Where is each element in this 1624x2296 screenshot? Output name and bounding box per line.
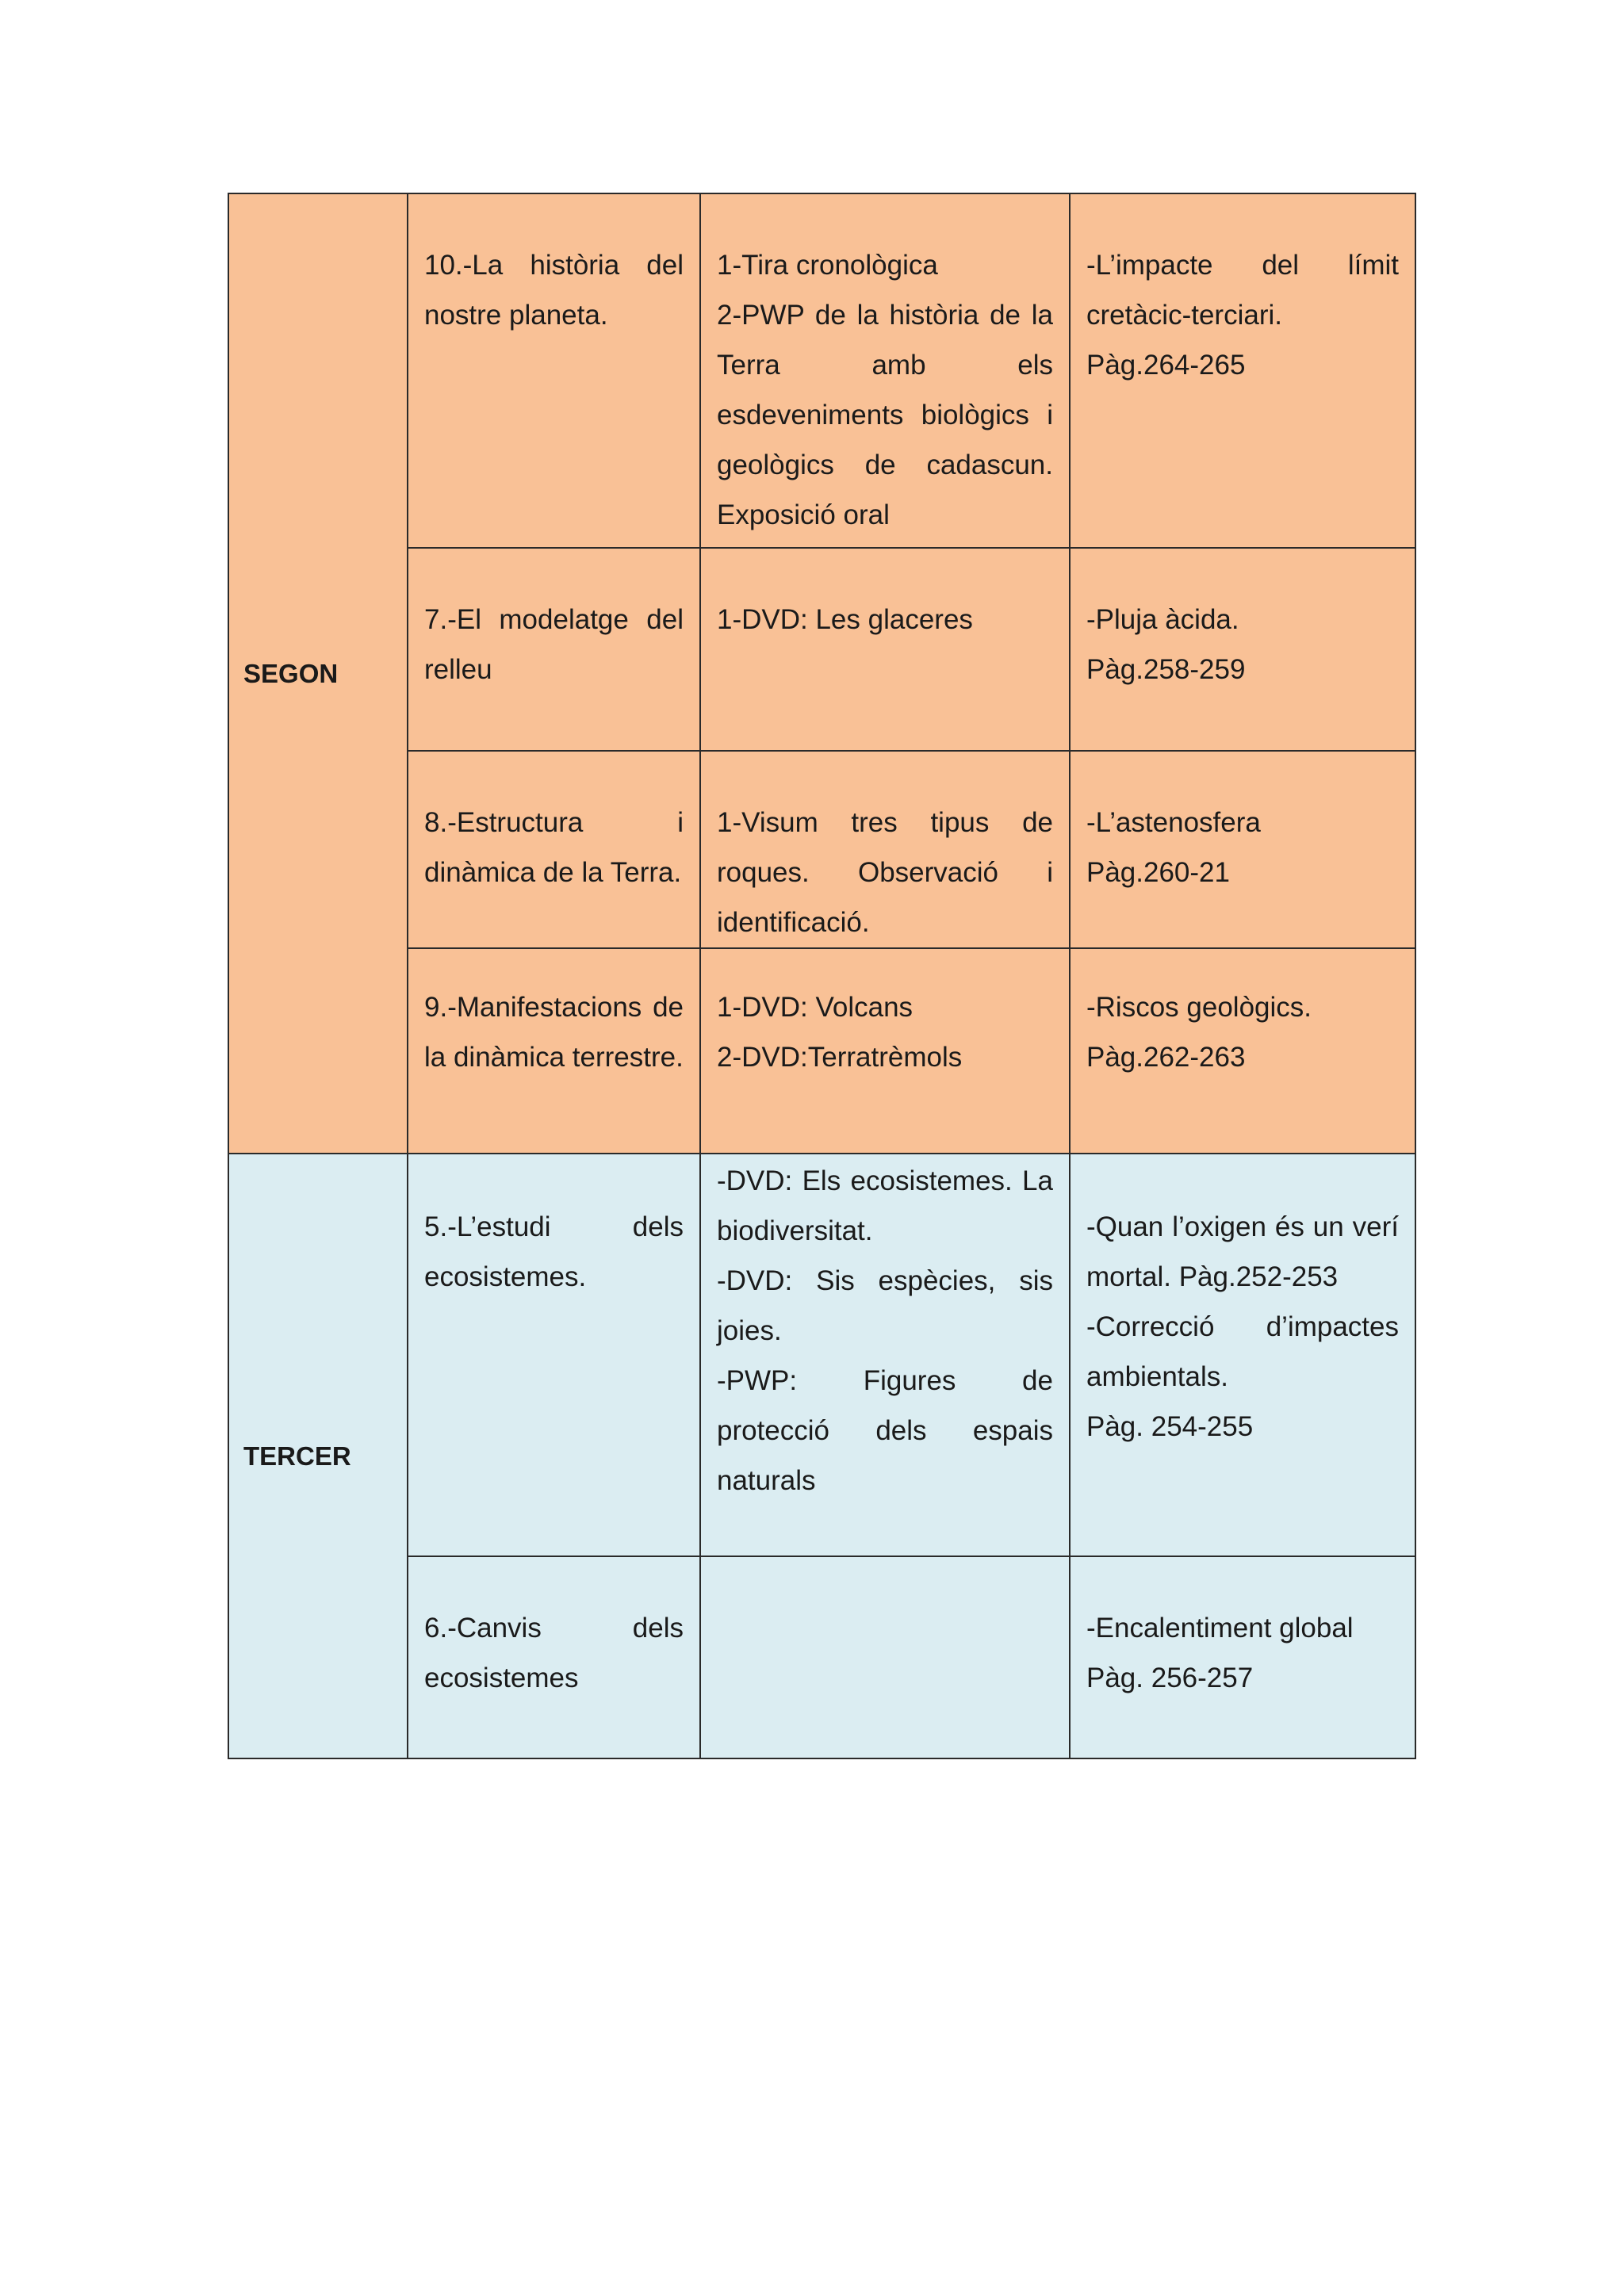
reading-cell xyxy=(1070,1556,1415,1758)
unit-cell: 5.-L’estudi dels ecosistemes. xyxy=(408,1154,700,1556)
reading-text: -Pluja àcida. xyxy=(1086,604,1239,635)
reading-text: Pàg.264-265 xyxy=(1086,350,1246,381)
activities-cell xyxy=(700,548,1070,751)
reading-cell xyxy=(1070,751,1415,948)
reading-cell xyxy=(1070,193,1415,548)
unit-cell: 8.-Estructura i dinàmica de la Terra. xyxy=(408,751,700,948)
activities-cell xyxy=(700,1154,1070,1556)
activities-cell xyxy=(700,751,1070,948)
activity-text: -DVD: Els ecosistemes. La biodiversitat. xyxy=(717,1165,1053,1246)
term-label: TERCER xyxy=(228,1154,408,1758)
reading-text: -Correcció d’impactes ambientals. xyxy=(1086,1311,1399,1392)
reading-cell xyxy=(1070,1154,1415,1556)
reading-text: -L’impacte del límit cretàcic-terciari. xyxy=(1086,250,1399,331)
table-row xyxy=(228,193,1415,548)
unit-cell: 6.-Canvis dels ecosistemes xyxy=(408,1556,700,1758)
reading-text: Pàg. 256-257 xyxy=(1086,1663,1254,1693)
reading-text: -Quan l’oxigen és un verí mortal. Pàg.252-253 xyxy=(1086,1211,1399,1292)
reading-text: Pàg.262-263 xyxy=(1086,1042,1246,1073)
activity-text: 1-Visum tres tipus de roques. Observació i identificació. xyxy=(717,807,1053,938)
reading-cell xyxy=(1070,548,1415,751)
activities-cell xyxy=(700,193,1070,548)
activity-text: 1-DVD: Volcans xyxy=(717,992,914,1023)
curriculum-table xyxy=(228,193,1416,1759)
activity-text: 1-DVD: Les glaceres xyxy=(717,604,973,635)
reading-text: Pàg. 254-255 xyxy=(1086,1411,1254,1442)
activity-text: 1-Tira cronològica xyxy=(717,250,938,281)
activity-text: 2-PWP de la història de la Terra amb els esdeveniments biològics i geològics de cadascun. Exposició oral xyxy=(717,300,1053,530)
reading-cell xyxy=(1070,948,1415,1154)
unit-cell: 9.-Manifestacions de la dinàmica terrestre. xyxy=(408,948,700,1154)
term-label: SEGON xyxy=(228,193,408,1154)
unit-cell: 7.-El modelatge del relleu xyxy=(408,548,700,751)
activities-cell xyxy=(700,1556,1070,1758)
reading-text: Pàg.260-21 xyxy=(1086,857,1230,888)
table-row xyxy=(228,1154,1415,1556)
reading-text: -Riscos geològics. xyxy=(1086,992,1312,1023)
activity-text: -PWP: Figures de protecció dels espais naturals xyxy=(717,1365,1053,1496)
activity-text: -DVD: Sis espècies, sis joies. xyxy=(717,1265,1053,1346)
reading-text: -L’astenosfera xyxy=(1086,807,1261,838)
activities-cell xyxy=(700,948,1070,1154)
reading-text: -Encalentiment global xyxy=(1086,1613,1354,1644)
reading-text: Pàg.258-259 xyxy=(1086,654,1246,685)
activity-text: 2-DVD:Terratrèmols xyxy=(717,1042,963,1073)
unit-cell: 10.-La història del nostre planeta. xyxy=(408,193,700,548)
